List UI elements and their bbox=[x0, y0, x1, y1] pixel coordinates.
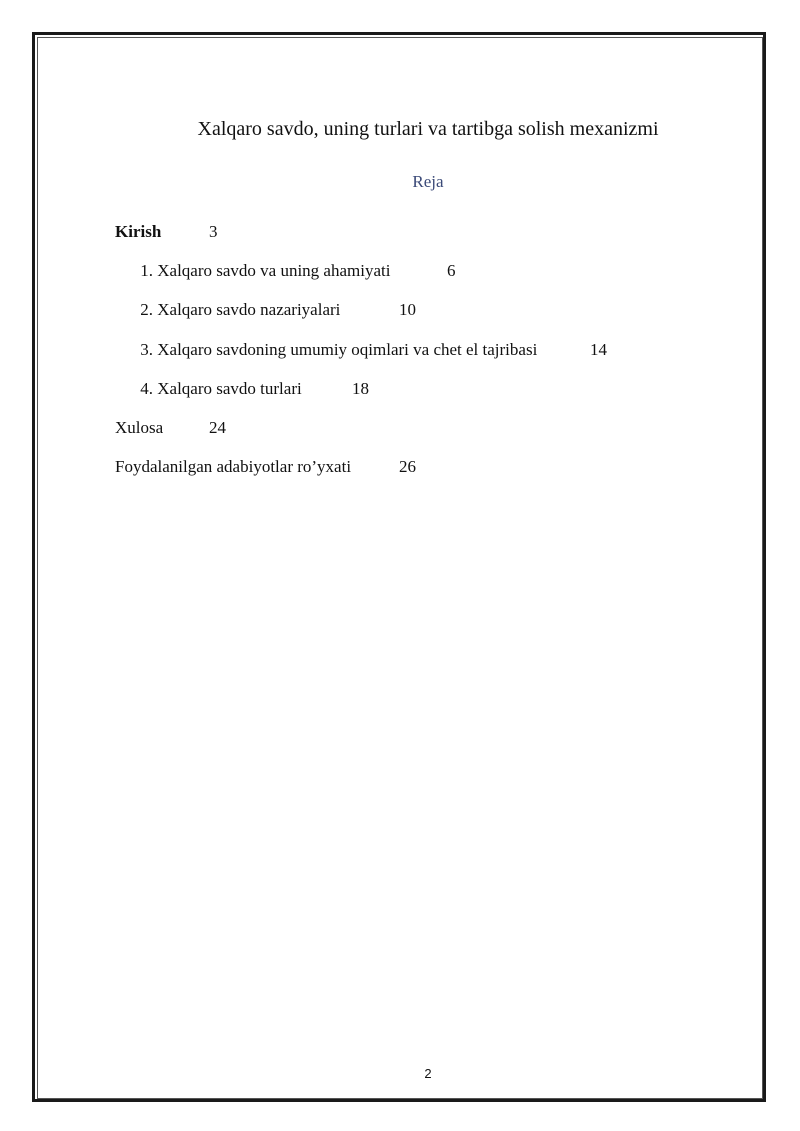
toc-item-number: 2. bbox=[140, 300, 153, 319]
page-number: 2 bbox=[424, 1066, 432, 1081]
toc-item-number: 1. bbox=[140, 261, 153, 280]
toc-item-4 bbox=[115, 377, 369, 401]
toc-item-page: 6 bbox=[447, 261, 456, 280]
toc-intro bbox=[115, 220, 218, 244]
toc-item-3 bbox=[115, 338, 607, 362]
toc-conclusion-page: 24 bbox=[209, 418, 226, 437]
toc-item-number: 4. bbox=[140, 379, 153, 398]
plan-heading: Reja bbox=[412, 172, 444, 191]
page-border-inner bbox=[37, 37, 763, 1099]
toc-item-label: Xalqaro savdo va uning ahamiyati bbox=[157, 261, 391, 280]
document-title: Xalqaro savdo, uning turlari va tartibga solish mexanizmi bbox=[197, 118, 659, 140]
toc-conclusion-label: Xulosa bbox=[115, 418, 164, 437]
toc-item-label: Xalqaro savdo nazariyalari bbox=[157, 300, 341, 319]
toc-item-1 bbox=[115, 259, 456, 283]
toc-item-label: Xalqaro savdoning umumiy oqimlari va chet el tajribasi bbox=[157, 340, 538, 359]
toc-item-page: 14 bbox=[590, 340, 607, 359]
toc-item-label: Xalqaro savdo turlari bbox=[157, 379, 302, 398]
toc-references bbox=[115, 455, 416, 479]
toc-item-2 bbox=[115, 298, 416, 322]
toc-conclusion bbox=[115, 416, 226, 440]
toc-intro-label: Kirish bbox=[115, 222, 162, 241]
toc-item-page: 10 bbox=[399, 300, 416, 319]
toc-item-page: 18 bbox=[352, 379, 369, 398]
toc-item-number: 3. bbox=[140, 340, 153, 359]
toc-intro-page: 3 bbox=[209, 222, 218, 241]
toc-references-page: 26 bbox=[399, 457, 416, 476]
toc-references-label: Foydalanilgan adabiyotlar ro’yxati bbox=[115, 457, 352, 476]
